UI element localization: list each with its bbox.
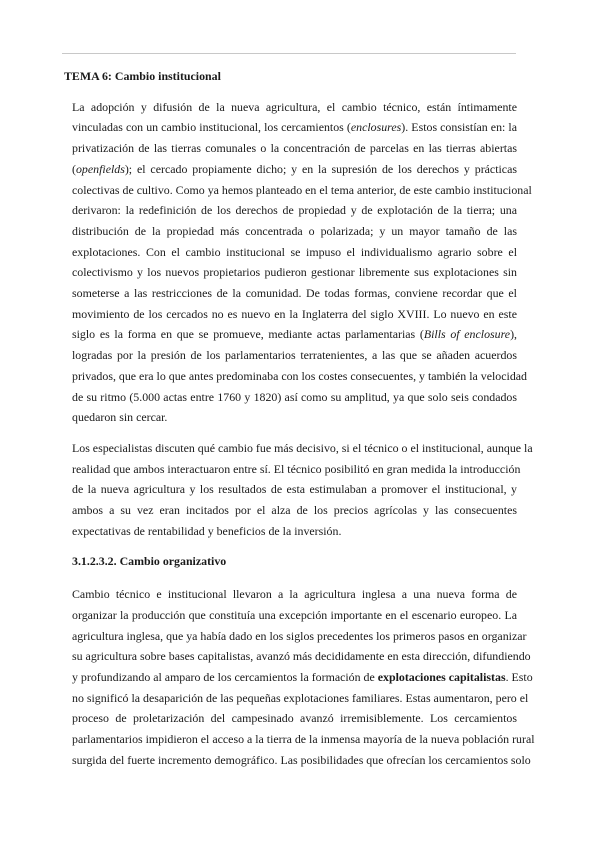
text-line: someterse a las restricciones de la comunidad. De todas formas, conviene recordar que el: [72, 286, 517, 301]
emphasis-text: Bills of enclosure: [423, 327, 511, 342]
text-line: quedaron sin cercar.: [72, 410, 168, 425]
text-line: privados, que era lo que antes predominaba con los costes consecuentes, y también la velocidad: [72, 368, 527, 383]
text-line: siglo es la forma en que se promueve, mediante actas parlamentarias (Bills of enclosure),: [72, 327, 518, 342]
text-line: surgida del fuerte incremento demográfico. Las posibilidades que ofrecían los cercamientos solo: [72, 752, 531, 767]
text-line: Los especialistas discuten qué cambio fue más decisivo, si el técnico o el institucional, aunque la: [72, 440, 533, 455]
page-title: TEMA 6: Cambio institucional: [64, 69, 221, 83]
text-line: y profundizando al amparo de los cercamientos la formación de explotaciones capitalistas. Esto: [72, 669, 533, 684]
text-line: vinculadas con un cambio institucional, los cercamientos (enclosures). Estos consistían en: la: [72, 120, 518, 135]
text-line: distribución de la propiedad más concentrada o polarizada; y un mayor tamaño de las: [72, 223, 517, 238]
text-line: colectivas de cultivo. Como ya hemos planteado en el tema anterior, de este cambio institucional: [72, 182, 532, 197]
text-line: agricultura inglesa, que ya había dado en los siglos precedentes los primeros pasos en organizar: [72, 628, 527, 643]
text-line: colectivismo y los nuevos propietarios pudieron gestionar libremente sus explotaciones sin: [72, 265, 517, 280]
document-page: [64, 66, 535, 781]
text-line: movimiento de los cercados no es nuevo en la Inglaterra del siglo XVIII. Lo nuevo en este: [72, 306, 517, 321]
header-rule: [62, 53, 516, 54]
paragraph-2: [72, 438, 533, 542]
emphasis-text: enclosures: [350, 120, 402, 135]
text-line: privatización de las tierras comunales o la concentración de parcelas en las tierras abiertas: [72, 141, 517, 156]
text-line: logradas por la presión de los parlamentarios terratenientes, a las que se añaden acuerdos: [72, 348, 517, 363]
text-line: organizar la producción que constituía una excepción importante en el escenario europeo. La: [72, 607, 517, 622]
text-line: no significó la desaparición de las pequeñas explotaciones familiares. Estas aumentaron, pero el: [72, 690, 529, 705]
text-line: expectativas de rentabilidad y beneficios de la inversión.: [72, 523, 342, 538]
text-line: proceso de proletarización del campesinado avanzó irremisiblemente. Los cercamientos: [72, 711, 517, 726]
text-line: explotaciones. Con el cambio institucional se impuso el individualismo agrario sobre el: [72, 244, 517, 259]
emphasis-text: explotaciones capitalistas: [377, 669, 506, 684]
emphasis-text: openfields: [75, 161, 125, 176]
text-line: ambos a su vez eran incitados por el alza de los precios agrícolas y las consecuentes: [72, 503, 517, 518]
text-line: realidad que ambos interactuaron entre sí. El técnico posibilitó en gran medida la introducción: [72, 461, 521, 476]
text-line: (openfields); el cercado propiamente dicho; y en la supresión de los derechos y prácticas: [72, 161, 517, 176]
text-line: de su ritmo (5.000 actas entre 1760 y 1820) así como su amplitud, ya que solo seis condados: [72, 389, 517, 404]
paragraph-3: [72, 584, 535, 770]
text-line: su agricultura sobre bases capitalistas, avanzó más decididamente en esta dirección, difundiendo: [72, 649, 531, 664]
text-line: La adopción y difusión de la nueva agricultura, el cambio técnico, están íntimamente: [72, 99, 517, 114]
text-line: derivaron: la redefinición de los derechos de propiedad y de explotación de la tierra; una: [72, 203, 517, 218]
section-heading: 3.1.2.3.2. Cambio organizativo: [72, 554, 227, 569]
text-line: de la nueva agricultura y los resultados de esta estimulaban a promover el institucional, y: [72, 482, 517, 497]
paragraph-1: [72, 97, 532, 428]
text-line: parlamentarios impidieron el acceso a la tierra de la inmensa mayoría de la nueva población rural: [72, 732, 535, 747]
text-line: Cambio técnico e institucional llevaron a la agricultura inglesa a una nueva forma de: [72, 587, 517, 602]
